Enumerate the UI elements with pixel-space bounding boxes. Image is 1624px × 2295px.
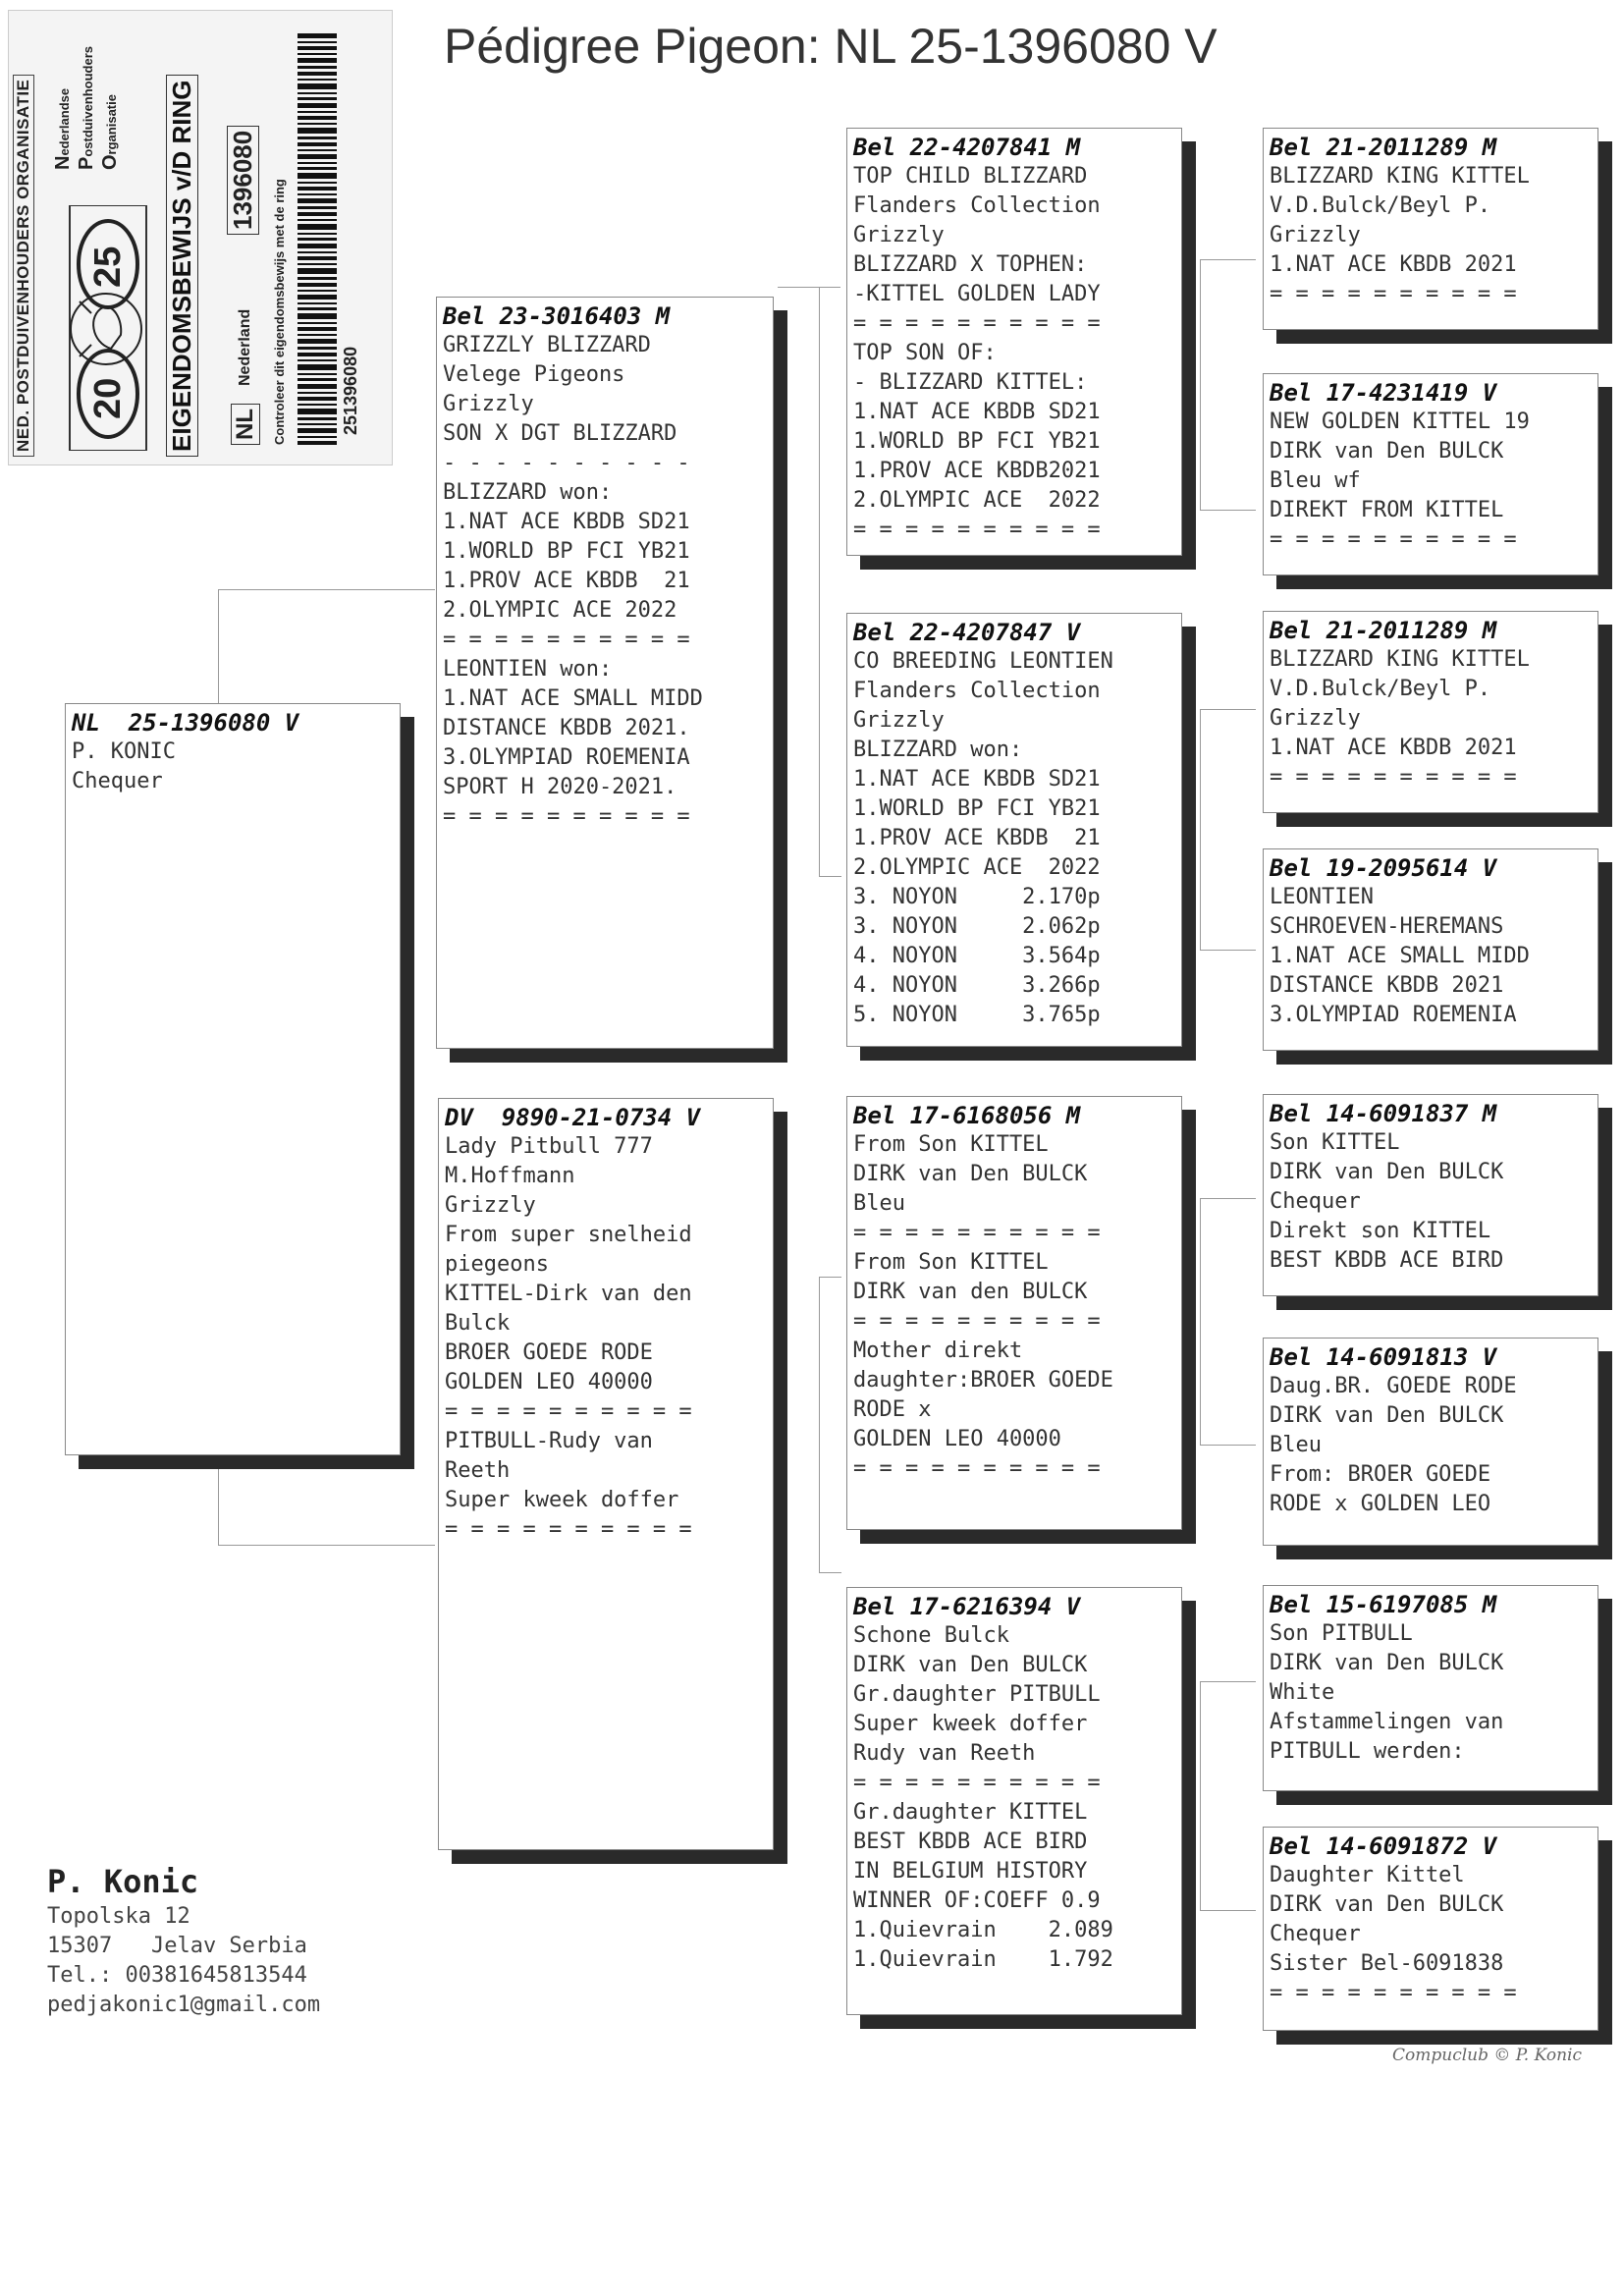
card-dds-ring: Bel 15-6197085 M xyxy=(1270,1591,1497,1618)
card-ss-line: = = = = = = = = = = xyxy=(853,518,1101,542)
card-sds-body xyxy=(1270,645,1592,792)
card-sire-line: 2.OLYMPIC ACE 2022 xyxy=(443,598,677,623)
card-dsd-line: From: BROER GOEDE xyxy=(1270,1462,1491,1487)
card-ddd-line: Daughter Kittel xyxy=(1270,1863,1465,1887)
card-sd-line: 4. NOYON 3.564p xyxy=(853,944,1101,968)
card-sire xyxy=(436,297,774,1049)
card-sds-line: 1.NAT ACE KBDB 2021 xyxy=(1270,736,1517,760)
card-ss-line: 1.PROV ACE KBDB2021 xyxy=(853,459,1101,483)
ring-year-left: 20 xyxy=(87,377,129,419)
card-ds-ring: Bel 17-6168056 M xyxy=(853,1102,1081,1129)
card-ssd-line: DIREKT FROM KITTEL xyxy=(1270,498,1504,522)
card-ss-line: 1.NAT ACE KBDB SD21 xyxy=(853,400,1101,424)
card-dds-line: DIRK van Den BULCK xyxy=(1270,1651,1504,1675)
card-ssd-line: = = = = = = = = = = xyxy=(1270,527,1517,552)
card-sire-line: = = = = = = = = = = xyxy=(443,628,690,652)
card-dam-line: PITBULL-Rudy van xyxy=(445,1429,653,1453)
card-subject-ring: NL 25-1396080 V xyxy=(72,709,299,737)
breeder-city: 15307 Jelav Serbia xyxy=(47,1934,307,1958)
card-sds-ring: Bel 21-2011289 M xyxy=(1270,617,1497,644)
card-dss-line: Son KITTEL xyxy=(1270,1130,1400,1155)
card-sd-body xyxy=(853,647,1175,1030)
card-dds-body xyxy=(1270,1619,1592,1767)
card-ds-line: DIRK van Den BULCK xyxy=(853,1162,1088,1186)
card-sire-line: = = = = = = = = = = xyxy=(443,804,690,829)
card-dam-sire-sire xyxy=(1263,1094,1598,1296)
npo-n: ederlandse xyxy=(57,87,72,156)
card-sss-line: 1.NAT ACE KBDB 2021 xyxy=(1270,252,1517,277)
card-sire-line: Grizzly xyxy=(443,392,534,416)
card-ds-line: From Son KITTEL xyxy=(853,1250,1049,1275)
card-dss-line: BEST KBDB ACE BIRD xyxy=(1270,1248,1504,1273)
card-sd-line: 3. NOYON 2.170p xyxy=(853,885,1101,909)
card-ds-line: DIRK van den BULCK xyxy=(853,1280,1088,1304)
card-ds-body xyxy=(853,1130,1175,1484)
barcode-icon xyxy=(298,32,337,445)
card-sd-line: Grizzly xyxy=(853,708,945,733)
card-sdd-line: LEONTIEN xyxy=(1270,885,1374,909)
breeder-email: pedjakonic1@gmail.com xyxy=(47,1993,321,2017)
npo-o: rganisatie xyxy=(104,94,119,155)
card-sds-line: BLIZZARD KING KITTEL xyxy=(1270,647,1530,672)
card-dds-line: PITBULL werden: xyxy=(1270,1739,1465,1764)
card-dd-line: BEST KBDB ACE BIRD xyxy=(853,1830,1088,1854)
card-sire-sire-dam xyxy=(1263,373,1598,575)
card-subject xyxy=(65,703,401,1455)
card-dsd-body xyxy=(1270,1372,1592,1519)
ring-check-note: Controleer dit eigendomsbewijs met de ring xyxy=(272,179,287,445)
card-sd-line: 1.WORLD BP FCI YB21 xyxy=(853,796,1101,821)
card-ddd-line: = = = = = = = = = = xyxy=(1270,1981,1517,2005)
card-dam-line: M.Hoffmann xyxy=(445,1164,575,1188)
card-ssd-line: NEW GOLDEN KITTEL 19 xyxy=(1270,410,1530,434)
breeder-address xyxy=(47,1861,320,2020)
card-ds-line: Bleu xyxy=(853,1191,905,1216)
card-dam-dam-dam xyxy=(1263,1827,1598,2031)
card-dam-dam-sire xyxy=(1263,1585,1598,1791)
card-ssd-line: DIRK van Den BULCK xyxy=(1270,439,1504,464)
card-sire-line: 1.WORLD BP FCI YB21 xyxy=(443,539,690,564)
card-ssd-body xyxy=(1270,408,1592,555)
card-sire-line: Velege Pigeons xyxy=(443,362,625,387)
card-ss-ring: Bel 22-4207841 M xyxy=(853,134,1081,161)
card-dd-body xyxy=(853,1621,1175,1975)
card-dss-line: DIRK van Den BULCK xyxy=(1270,1160,1504,1184)
card-dam-line: piegeons xyxy=(445,1252,549,1277)
card-dd-line: Gr.daughter PITBULL xyxy=(853,1682,1101,1707)
card-ds-line: = = = = = = = = = = xyxy=(853,1309,1101,1334)
card-dam-line: = = = = = = = = = = xyxy=(445,1399,692,1424)
card-sd-line: Flanders Collection xyxy=(853,679,1101,703)
card-sss-line: Grizzly xyxy=(1270,223,1361,247)
card-sd-line: 3. NOYON 2.062p xyxy=(853,914,1101,939)
breeder-name: P. Konic xyxy=(47,1863,199,1900)
card-sire-dam xyxy=(846,613,1182,1047)
ring-certificate-content xyxy=(9,11,392,464)
breeder-street: Topolska 12 xyxy=(47,1904,190,1929)
card-sdd-line: SCHROEVEN-HEREMANS xyxy=(1270,914,1504,939)
connector-ss xyxy=(1200,259,1256,511)
card-sire-line: 3.OLYMPIAD ROEMENIA xyxy=(443,745,690,770)
card-sire-dam-dam xyxy=(1263,848,1598,1051)
card-sd-line: 4. NOYON 3.266p xyxy=(853,973,1101,998)
ring-title: EIGENDOMSBEWIJS v/D RING xyxy=(166,76,198,458)
card-subject-line: Chequer xyxy=(72,769,163,793)
card-sd-line: 5. NOYON 3.765p xyxy=(853,1003,1101,1027)
card-dss-line: Direkt son KITTEL xyxy=(1270,1219,1491,1243)
card-sss-line: V.D.Bulck/Beyl P. xyxy=(1270,193,1491,218)
card-sdd-ring: Bel 19-2095614 V xyxy=(1270,854,1497,882)
card-dam-line: KITTEL-Dirk van den xyxy=(445,1282,692,1306)
card-ss-line: TOP SON OF: xyxy=(853,341,997,365)
card-dam-line: BROER GOEDE RODE xyxy=(445,1340,653,1365)
card-sss-line: BLIZZARD KING KITTEL xyxy=(1270,164,1530,189)
card-ds-line: = = = = = = = = = = xyxy=(853,1221,1101,1245)
card-sire-line: 1.PROV ACE KBDB 21 xyxy=(443,569,690,593)
card-dam-line: GOLDEN LEO 40000 xyxy=(445,1370,653,1394)
card-dds-line: White xyxy=(1270,1680,1335,1705)
card-sd-ring: Bel 22-4207847 V xyxy=(853,619,1081,646)
footer-credit: Compuclub © P. Konic xyxy=(1392,2046,1582,2065)
ring-certificate xyxy=(8,10,393,465)
card-ss-line: - BLIZZARD KITTEL: xyxy=(853,370,1088,395)
ring-org-name: NED. POSTDUIVENHOUDERS ORGANISATIE xyxy=(13,75,34,457)
card-dd-line: Super kweek doffer xyxy=(853,1712,1088,1736)
card-sire-dam-sire xyxy=(1263,611,1598,813)
card-dam-sire xyxy=(846,1096,1182,1530)
card-dss-line: Chequer xyxy=(1270,1189,1361,1214)
card-dam-line: From super snelheid xyxy=(445,1223,692,1247)
card-dd-line: WINNER OF:COEFF 0.9 xyxy=(853,1888,1101,1913)
card-ss-body xyxy=(853,162,1175,545)
card-ds-line: RODE x xyxy=(853,1397,932,1422)
card-dam-line: Lady Pitbull 777 xyxy=(445,1134,653,1159)
ring-logo xyxy=(52,205,160,451)
card-dsd-line: Daug.BR. GOEDE RODE xyxy=(1270,1374,1517,1398)
card-dd-line: 1.Quievrain 2.089 xyxy=(853,1918,1113,1942)
connector-ds xyxy=(1200,1198,1256,1446)
card-ddd-line: Sister Bel-6091838 xyxy=(1270,1951,1504,1976)
card-ss-line: BLIZZARD X TOPHEN: xyxy=(853,252,1088,277)
card-dam-dam xyxy=(846,1587,1182,2015)
card-dam-line: Grizzly xyxy=(445,1193,536,1218)
card-sire-line: 1.NAT ACE KBDB SD21 xyxy=(443,510,690,534)
card-sire-line: - - - - - - - - - - xyxy=(443,451,690,475)
barcode-number: 251396080 xyxy=(341,346,360,435)
card-ddd-body xyxy=(1270,1861,1592,2008)
connector-dam xyxy=(819,1277,841,1573)
npo-legend: Nederlandse Postduivenhouders Organisatie xyxy=(52,45,121,170)
card-dss-body xyxy=(1270,1128,1592,1276)
card-dds-line: Son PITBULL xyxy=(1270,1621,1413,1646)
card-sire-line: LEONTIEN won: xyxy=(443,657,613,682)
card-dam-line: = = = = = = = = = = xyxy=(445,1517,692,1542)
card-ds-line: From Son KITTEL xyxy=(853,1132,1049,1157)
card-sire-line: GRIZZLY BLIZZARD xyxy=(443,333,651,357)
card-sire-line: 1.NAT ACE SMALL MIDD xyxy=(443,686,703,711)
card-dd-line: Rudy van Reeth xyxy=(853,1741,1036,1766)
card-dd-line: Gr.daughter KITTEL xyxy=(853,1800,1088,1825)
card-ss-line: TOP CHILD BLIZZARD xyxy=(853,164,1088,189)
card-ss-line: Grizzly xyxy=(853,223,945,247)
card-dam-ring: DV 9890-21-0734 V xyxy=(445,1104,701,1131)
ring-country-code: NL xyxy=(231,404,260,445)
card-sd-line: 1.NAT ACE KBDB SD21 xyxy=(853,767,1101,792)
card-dsd-ring: Bel 14-6091813 V xyxy=(1270,1343,1497,1371)
page-title: Pédigree Pigeon: NL 25-1396080 V xyxy=(444,19,1218,74)
card-dds-line: Afstammelingen van xyxy=(1270,1710,1504,1734)
breeder-phone: Tel.: 00381645813544 xyxy=(47,1963,307,1988)
ring-number: 1396080 xyxy=(227,126,259,235)
card-sd-line: CO BREEDING LEONTIEN xyxy=(853,649,1113,674)
card-sd-line: BLIZZARD won: xyxy=(853,738,1023,762)
card-sd-line: 2.OLYMPIC ACE 2022 xyxy=(853,855,1101,880)
card-ds-line: GOLDEN LEO 40000 xyxy=(853,1427,1061,1451)
card-dd-ring: Bel 17-6216394 V xyxy=(853,1593,1081,1620)
card-sire-line: BLIZZARD won: xyxy=(443,480,613,505)
card-sire-line: DISTANCE KBDB 2021. xyxy=(443,716,690,740)
connector-sd xyxy=(1200,709,1256,951)
card-sd-line: 1.PROV ACE KBDB 21 xyxy=(853,826,1101,850)
card-subject-line: P. KONIC xyxy=(72,739,176,764)
card-sds-line: V.D.Bulck/Beyl P. xyxy=(1270,677,1491,701)
card-dd-line: 1.Quievrain 1.792 xyxy=(853,1947,1113,1972)
card-ddd-ring: Bel 14-6091872 V xyxy=(1270,1832,1497,1860)
card-ss-line: -KITTEL GOLDEN LADY xyxy=(853,282,1101,306)
card-dam-line: Super kweek doffer xyxy=(445,1488,679,1512)
card-dsd-line: Bleu xyxy=(1270,1433,1322,1457)
card-sdd-line: 3.OLYMPIAD ROEMENIA xyxy=(1270,1003,1517,1027)
card-dd-line: IN BELGIUM HISTORY xyxy=(853,1859,1088,1884)
ring-year-right: 25 xyxy=(87,246,129,288)
card-ssd-ring: Bel 17-4231419 V xyxy=(1270,379,1497,407)
card-dd-line: Schone Bulck xyxy=(853,1623,1009,1648)
card-ds-line: = = = = = = = = = = xyxy=(853,1456,1101,1481)
card-ss-line: 2.OLYMPIC ACE 2022 xyxy=(853,488,1101,513)
card-sdd-line: DISTANCE KBDB 2021 xyxy=(1270,973,1504,998)
connector-dd xyxy=(1200,1681,1256,1911)
card-ss-line: Flanders Collection xyxy=(853,193,1101,218)
card-dd-line: DIRK van Den BULCK xyxy=(853,1653,1088,1677)
npo-p: ostduivenhouders xyxy=(81,45,95,157)
card-ddd-line: DIRK van Den BULCK xyxy=(1270,1892,1504,1917)
ring-country-name: Nederland xyxy=(237,308,253,386)
card-dd-line: = = = = = = = = = = xyxy=(853,1771,1101,1795)
card-sdd-body xyxy=(1270,883,1592,1030)
card-dss-ring: Bel 14-6091837 M xyxy=(1270,1100,1497,1127)
card-dam xyxy=(438,1098,774,1850)
card-sss-ring: Bel 21-2011289 M xyxy=(1270,134,1497,161)
card-sds-line: = = = = = = = = = = xyxy=(1270,765,1517,790)
connector-sire-v xyxy=(819,287,841,877)
card-dsd-line: RODE x GOLDEN LEO xyxy=(1270,1492,1491,1516)
card-ds-line: Mother direkt xyxy=(853,1339,1023,1363)
card-sdd-line: 1.NAT ACE SMALL MIDD xyxy=(1270,944,1530,968)
card-dsd-line: DIRK van Den BULCK xyxy=(1270,1403,1504,1428)
card-dam-line: Bulck xyxy=(445,1311,511,1336)
card-dam-sire-dam xyxy=(1263,1338,1598,1546)
card-sss-line: = = = = = = = = = = xyxy=(1270,282,1517,306)
card-dam-body xyxy=(445,1132,767,1545)
card-sds-line: Grizzly xyxy=(1270,706,1361,731)
card-sire-line: SPORT H 2020-2021. xyxy=(443,775,677,799)
card-ss-line: 1.WORLD BP FCI YB21 xyxy=(853,429,1101,454)
card-sire-ring: Bel 23-3016403 M xyxy=(443,302,671,330)
card-sire-line: SON X DGT BLIZZARD xyxy=(443,421,677,446)
card-ss-line: = = = = = = = = = = xyxy=(853,311,1101,336)
card-sire-sire-sire xyxy=(1263,128,1598,330)
card-sire-body xyxy=(443,331,767,832)
card-sire-sire xyxy=(846,128,1182,556)
card-ddd-line: Chequer xyxy=(1270,1922,1361,1946)
card-dam-line: Reeth xyxy=(445,1458,511,1483)
card-subject-body xyxy=(72,738,394,796)
card-ds-line: daughter:BROER GOEDE xyxy=(853,1368,1113,1393)
card-ssd-line: Bleu wf xyxy=(1270,468,1361,493)
card-sss-body xyxy=(1270,162,1592,309)
